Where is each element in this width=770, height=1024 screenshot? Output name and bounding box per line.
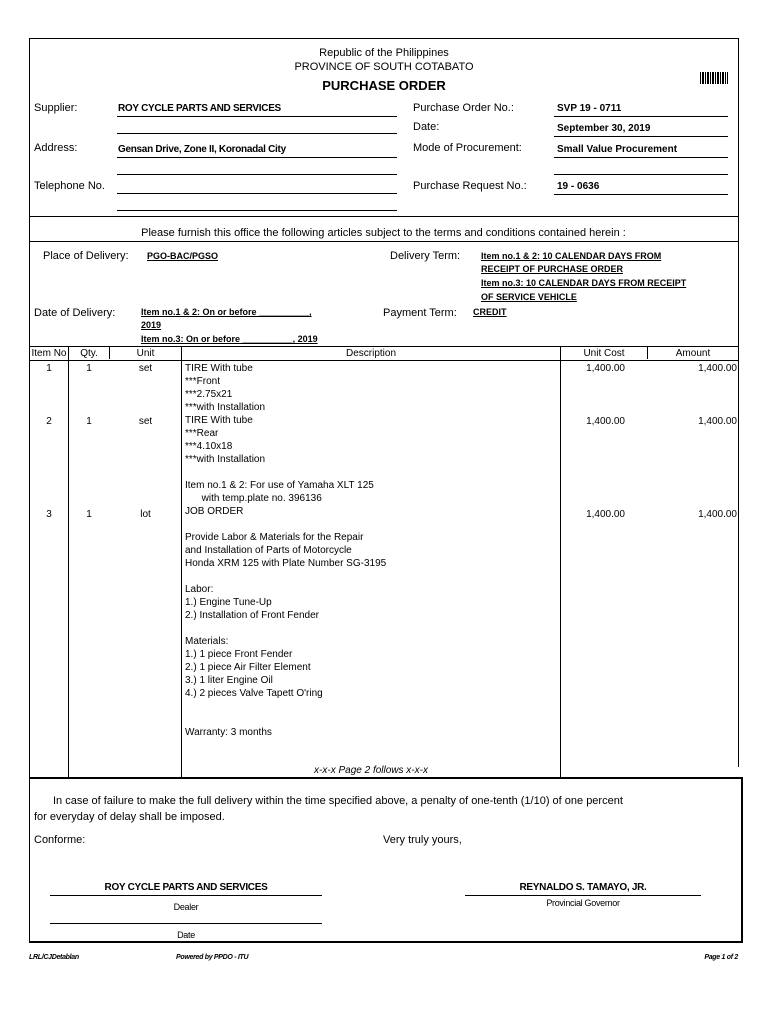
telephone-label: Telephone No. (34, 180, 105, 192)
date-value: September 30, 2019 (557, 123, 651, 134)
cell-item-no: 1 (46, 363, 52, 374)
cell-amount: 1,400.00 (698, 509, 737, 520)
description-line: Item no.1 & 2: For use of Yamaha XLT 125 (185, 480, 374, 491)
header-qty: Qty. (80, 348, 98, 359)
delivery-term-line: OF SERVICE VEHICLE (481, 292, 577, 302)
col-divider (181, 346, 182, 777)
mode-value: Small Value Procurement (557, 144, 678, 155)
place-of-delivery-label: Place of Delivery: (43, 250, 129, 262)
header-amount: Amount (675, 348, 711, 359)
description-line (185, 700, 386, 713)
governor-signature-line (465, 895, 701, 896)
description-line (185, 466, 386, 479)
payment-term-value: CREDIT (473, 307, 507, 317)
instructions-text: Please furnish this office the following articles subject to the terms and conditions contained herein : (141, 227, 626, 239)
footer-left-line (29, 777, 30, 941)
date-signature-line (50, 923, 322, 924)
cell-qty: 1 (86, 416, 92, 427)
penalty-text: for everyday of delay shall be imposed. (34, 811, 225, 823)
place-of-delivery-value: PGO-BAC/PGSO (147, 251, 219, 261)
date-label: Date: (413, 121, 440, 133)
date-sign-label: Date (177, 930, 195, 940)
description-line: ***4.10x18 (185, 441, 233, 452)
description-block (185, 362, 386, 739)
col-divider (560, 346, 561, 777)
address-line (117, 157, 397, 158)
description-line: ***Rear (185, 428, 219, 439)
governor-name: REYNALDO S. TAMAYO, JR. (519, 882, 647, 893)
description-line (185, 518, 386, 531)
footer-top-line (29, 777, 742, 779)
description-line: 2.) Installation of Front Fender (185, 610, 319, 621)
mode-label: Mode of Procurement: (413, 142, 522, 154)
date-of-delivery-line: Item no.3: On or before __________, 2019 (141, 334, 318, 344)
powered-by-text: Powered by PPDO - ITU (176, 954, 249, 961)
table-header-line (29, 360, 738, 361)
description-line: 3.) 1 liter Engine Oil (185, 675, 273, 686)
header-unit-cost: Unit Cost (583, 348, 625, 359)
description-line: Provide Labor & Materials for the Repair (185, 532, 364, 543)
delivery-term-line: Item no.1 & 2: 10 CALENDAR DAYS FROM (481, 251, 662, 261)
telephone-line-2 (117, 210, 397, 211)
dealer-signature-line (50, 895, 322, 896)
penalty-text: In case of failure to make the full delivery within the time specified above, a penalty of one-tenth (1/10) of one percent (53, 795, 623, 807)
cell-unit: set (138, 416, 153, 427)
page-number-text: Page 1 of 2 (704, 954, 738, 961)
description-line: Labor: (185, 584, 214, 595)
description-line: 2.) 1 piece Air Filter Element (185, 662, 311, 673)
header-item-no: Item No (31, 348, 67, 359)
date-of-delivery-label: Date of Delivery: (34, 307, 116, 319)
delivery-term-line: Item no.3: 10 CALENDAR DAYS FROM RECEIPT (481, 278, 687, 288)
cell-unit-cost: 1,400.00 (586, 509, 625, 520)
governor-title: Provincial Governor (546, 898, 620, 908)
prepared-by-text: LRL/CJDetablan (29, 954, 79, 961)
supplier-value: ROY CYCLE PARTS AND SERVICES (118, 103, 281, 114)
supplier-label: Supplier: (34, 102, 78, 114)
description-line: Materials: (185, 636, 229, 647)
footer-bottom-line (29, 941, 743, 943)
cell-amount: 1,400.00 (698, 416, 737, 427)
dealer-name: ROY CYCLE PARTS AND SERVICES (104, 882, 268, 893)
cell-item-no: 2 (46, 416, 52, 427)
cell-qty: 1 (86, 363, 92, 374)
date-of-delivery-line: Item no.1 & 2: On or before __________, (141, 307, 312, 317)
province-text: PROVINCE OF SOUTH COTABATO (294, 61, 474, 73)
pr-no-label: Purchase Request No.: (413, 180, 527, 192)
description-line: 4.) 2 pieces Valve Tapett O'ring (185, 688, 323, 699)
address-value: Gensan Drive, Zone II, Koronadal City (118, 144, 286, 155)
divider-instructions (29, 241, 738, 242)
date-of-delivery-line: 2019 (141, 320, 162, 330)
cell-unit-cost: 1,400.00 (586, 416, 625, 427)
description-line: Honda XRM 125 with Plate Number SG-3195 (185, 558, 387, 569)
dealer-label: Dealer (173, 902, 199, 912)
header-unit: Unit (136, 348, 155, 359)
description-line: TIRE With tube (185, 415, 253, 426)
supplier-line-2 (117, 133, 397, 134)
description-line (185, 570, 386, 583)
cell-qty: 1 (86, 509, 92, 520)
description-line: 1.) Engine Tune-Up (185, 597, 272, 608)
description-line: TIRE With tube (185, 363, 253, 374)
republic-text: Republic of the Philippines (319, 47, 449, 59)
cell-amount: 1,400.00 (698, 363, 737, 374)
pr-no-line (554, 194, 728, 195)
description-line: ***with Installation (185, 454, 266, 465)
description-line: Warranty: 3 months (185, 727, 272, 738)
barcode-icon (700, 72, 728, 84)
mode-line-2 (554, 174, 728, 175)
cell-unit-cost: 1,400.00 (586, 363, 625, 374)
payment-term-label: Payment Term: (383, 307, 457, 319)
divider-header (29, 216, 738, 217)
border-top (29, 38, 738, 39)
cell-unit: set (138, 363, 153, 374)
telephone-line (117, 193, 397, 194)
delivery-term-label: Delivery Term: (390, 250, 461, 262)
description-line (185, 713, 386, 726)
footer-right-line (741, 777, 743, 941)
description-line: JOB ORDER (185, 506, 244, 517)
date-line (554, 136, 728, 137)
description-line: ***2.75x21 (185, 389, 233, 400)
description-line: 1.) 1 piece Front Fender (185, 649, 293, 660)
po-no-label: Purchase Order No.: (413, 102, 514, 114)
description-line: ***with Installation (185, 402, 266, 413)
col-divider (68, 346, 69, 777)
description-line: with temp.plate no. 396136 (185, 493, 322, 504)
mode-line (554, 157, 728, 158)
address-label: Address: (34, 142, 78, 154)
description-line: ***Front (185, 376, 221, 387)
delivery-term-line: RECEIPT OF PURCHASE ORDER (481, 264, 624, 274)
description-line: and Installation of Parts of Motorcycle (185, 545, 352, 556)
page-follows-text: x-x-x Page 2 follows x-x-x (314, 765, 428, 776)
conforme-label: Conforme: (34, 834, 86, 846)
supplier-line (117, 116, 397, 117)
po-no-value: SVP 19 - 0711 (557, 103, 622, 114)
po-no-line (554, 116, 728, 117)
border-left (29, 38, 30, 777)
border-right (738, 38, 739, 767)
header-description: Description (345, 348, 397, 359)
address-line-2 (117, 174, 397, 175)
pr-no-value: 19 - 0636 (557, 181, 600, 192)
cell-item-no: 3 (46, 509, 52, 520)
page-title: PURCHASE ORDER (322, 78, 446, 93)
very-truly-text: Very truly yours, (383, 834, 462, 846)
cell-unit: lot (140, 509, 151, 520)
description-line (185, 622, 386, 635)
